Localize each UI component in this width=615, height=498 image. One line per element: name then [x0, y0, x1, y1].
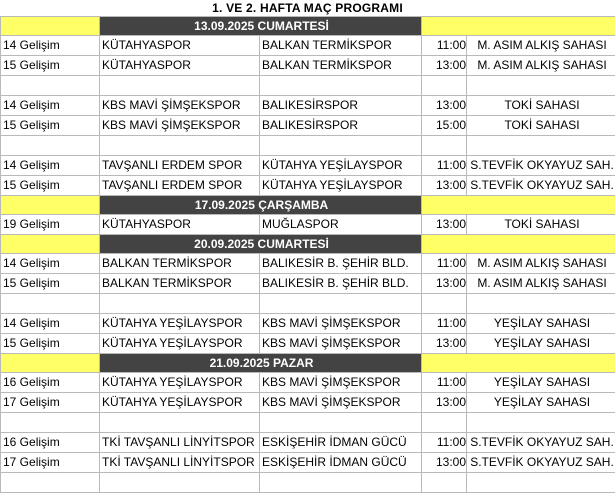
date-row-filler-right — [422, 354, 615, 373]
match-venue: S.TEVFİK OKYAYUZ SAH. — [467, 433, 615, 453]
match-row — [1, 314, 615, 334]
home-team: TAVŞANLI ERDEM SPOR — [100, 176, 260, 196]
match-date: 20.09.2025 CUMARTESİ — [100, 235, 422, 254]
match-category: 17 Gelişim — [1, 453, 100, 473]
blank-row — [1, 136, 615, 156]
away-team: KBS MAVİ ŞİMŞEKSPOR — [260, 314, 422, 334]
match-venue: M. ASIM ALKIŞ SAHASI — [467, 254, 615, 274]
blank-row — [1, 294, 615, 314]
match-venue: M. ASIM ALKIŞ SAHASI — [467, 274, 615, 294]
match-category: 16 Gelişim — [1, 373, 100, 393]
match-row — [1, 215, 615, 235]
match-row — [1, 393, 615, 413]
date-header-row — [1, 235, 615, 254]
home-team: KÜTAHYA YEŞİLAYSPOR — [100, 393, 260, 413]
date-header-row — [1, 17, 615, 36]
match-venue: YEŞİLAY SAHASI — [467, 334, 615, 354]
date-row-filler-left — [1, 17, 100, 36]
empty-cell — [260, 136, 422, 156]
away-team: BALIKESİRSPOR — [260, 116, 422, 136]
empty-cell — [100, 413, 260, 433]
match-row — [1, 433, 615, 453]
match-time: 13:00 — [422, 96, 467, 116]
match-category: 14 Gelişim — [1, 36, 100, 56]
match-row — [1, 373, 615, 393]
date-header-row — [1, 354, 615, 373]
match-category: 19 Gelişim — [1, 215, 100, 235]
match-time: 13:00 — [422, 334, 467, 354]
match-category: 14 Gelişim — [1, 254, 100, 274]
match-category: 16 Gelişim — [1, 433, 100, 453]
match-venue: S.TEVFİK OKYAYUZ SAH. — [467, 156, 615, 176]
empty-cell — [260, 473, 422, 493]
home-team: KBS MAVİ ŞİMŞEKSPOR — [100, 96, 260, 116]
match-venue: M. ASIM ALKIŞ SAHASI — [467, 56, 615, 76]
match-time: 13:00 — [422, 176, 467, 196]
match-schedule-table — [0, 16, 615, 493]
match-venue: YEŞİLAY SAHASI — [467, 373, 615, 393]
home-team: KÜTAHYA YEŞİLAYSPOR — [100, 314, 260, 334]
match-venue: TOKİ SAHASI — [467, 116, 615, 136]
away-team: KBS MAVİ ŞİMŞEKSPOR — [260, 393, 422, 413]
empty-cell — [100, 76, 260, 96]
match-category: 15 Gelişim — [1, 176, 100, 196]
blank-row — [1, 76, 615, 96]
date-row-filler-right — [422, 196, 615, 215]
empty-cell — [422, 136, 467, 156]
match-row — [1, 334, 615, 354]
empty-cell — [1, 136, 100, 156]
empty-cell — [1, 473, 100, 493]
match-row — [1, 96, 615, 116]
match-time: 11:00 — [422, 254, 467, 274]
match-row — [1, 176, 615, 196]
match-venue: TOKİ SAHASI — [467, 96, 615, 116]
match-category: 14 Gelişim — [1, 156, 100, 176]
empty-cell — [100, 136, 260, 156]
empty-cell — [467, 413, 615, 433]
match-row — [1, 116, 615, 136]
home-team: BALKAN TERMİKSPOR — [100, 254, 260, 274]
match-category: 15 Gelişim — [1, 116, 100, 136]
home-team: TKİ TAVŞANLI LİNYİTSPOR — [100, 433, 260, 453]
empty-cell — [422, 76, 467, 96]
home-team: KÜTAHYA YEŞİLAYSPOR — [100, 373, 260, 393]
match-category: 14 Gelişim — [1, 96, 100, 116]
match-time: 15:00 — [422, 116, 467, 136]
match-venue: S.TEVFİK OKYAYUZ SAH. — [467, 453, 615, 473]
home-team: KÜTAHYASPOR — [100, 215, 260, 235]
empty-cell — [260, 76, 422, 96]
empty-cell — [422, 413, 467, 433]
match-category: 15 Gelişim — [1, 334, 100, 354]
away-team: KBS MAVİ ŞİMŞEKSPOR — [260, 334, 422, 354]
date-row-filler-right — [422, 235, 615, 254]
match-category: 15 Gelişim — [1, 274, 100, 294]
match-row — [1, 453, 615, 473]
empty-cell — [467, 473, 615, 493]
away-team: ESKİŞEHİR İDMAN GÜCÜ — [260, 433, 422, 453]
match-time: 11:00 — [422, 156, 467, 176]
date-row-filler-left — [1, 354, 100, 373]
match-time: 11:00 — [422, 314, 467, 334]
date-row-filler-left — [1, 196, 100, 215]
empty-cell — [1, 294, 100, 314]
date-row-filler-left — [1, 235, 100, 254]
away-team: KÜTAHYA YEŞİLAYSPOR — [260, 156, 422, 176]
match-category: 14 Gelişim — [1, 314, 100, 334]
match-venue: YEŞİLAY SAHASI — [467, 393, 615, 413]
home-team: KBS MAVİ ŞİMŞEKSPOR — [100, 116, 260, 136]
empty-cell — [1, 76, 100, 96]
away-team: KÜTAHYA YEŞİLAYSPOR — [260, 176, 422, 196]
date-header-row — [1, 196, 615, 215]
match-time: 13:00 — [422, 393, 467, 413]
home-team: KÜTAHYA YEŞİLAYSPOR — [100, 334, 260, 354]
empty-cell — [260, 413, 422, 433]
blank-row — [1, 413, 615, 433]
match-time: 11:00 — [422, 433, 467, 453]
home-team: KÜTAHYASPOR — [100, 36, 260, 56]
away-team: BALKAN TERMİKSPOR — [260, 36, 422, 56]
empty-cell — [260, 294, 422, 314]
schedule-body — [1, 17, 615, 493]
empty-cell — [467, 76, 615, 96]
away-team: ESKİŞEHİR İDMAN GÜCÜ — [260, 453, 422, 473]
empty-cell — [467, 294, 615, 314]
empty-cell — [100, 294, 260, 314]
match-date: 21.09.2025 PAZAR — [100, 354, 422, 373]
match-category: 17 Gelişim — [1, 393, 100, 413]
home-team: TKİ TAVŞANLI LİNYİTSPOR — [100, 453, 260, 473]
empty-cell — [422, 294, 467, 314]
match-row — [1, 156, 615, 176]
match-venue: TOKİ SAHASI — [467, 215, 615, 235]
match-time: 13:00 — [422, 215, 467, 235]
home-team: KÜTAHYASPOR — [100, 56, 260, 76]
match-venue: S.TEVFİK OKYAYUZ SAH. — [467, 176, 615, 196]
match-time: 11:00 — [422, 373, 467, 393]
date-row-filler-right — [422, 17, 615, 36]
home-team: TAVŞANLI ERDEM SPOR — [100, 156, 260, 176]
away-team: BALIKESİR B. ŞEHİR BLD. — [260, 254, 422, 274]
match-row — [1, 254, 615, 274]
match-row — [1, 56, 615, 76]
blank-row — [1, 473, 615, 493]
away-team: KBS MAVİ ŞİMŞEKSPOR — [260, 373, 422, 393]
home-team: BALKAN TERMİKSPOR — [100, 274, 260, 294]
match-date: 17.09.2025 ÇARŞAMBA — [100, 196, 422, 215]
match-date: 13.09.2025 CUMARTESİ — [100, 17, 422, 36]
empty-cell — [422, 473, 467, 493]
match-venue: YEŞİLAY SAHASI — [467, 314, 615, 334]
away-team: BALKAN TERMİKSPOR — [260, 56, 422, 76]
match-venue: M. ASIM ALKIŞ SAHASI — [467, 36, 615, 56]
empty-cell — [100, 473, 260, 493]
match-row — [1, 36, 615, 56]
match-row — [1, 274, 615, 294]
away-team: BALIKESİR B. ŞEHİR BLD. — [260, 274, 422, 294]
empty-cell — [1, 413, 100, 433]
match-time: 11:00 — [422, 36, 467, 56]
match-time: 13:00 — [422, 274, 467, 294]
match-time: 13:00 — [422, 56, 467, 76]
empty-cell — [467, 136, 615, 156]
page-title: 1. VE 2. HAFTA MAÇ PROGRAMI — [212, 1, 403, 15]
away-team: BALIKESİRSPOR — [260, 96, 422, 116]
match-category: 15 Gelişim — [1, 56, 100, 76]
away-team: MUĞLASPOR — [260, 215, 422, 235]
match-time: 13:00 — [422, 453, 467, 473]
